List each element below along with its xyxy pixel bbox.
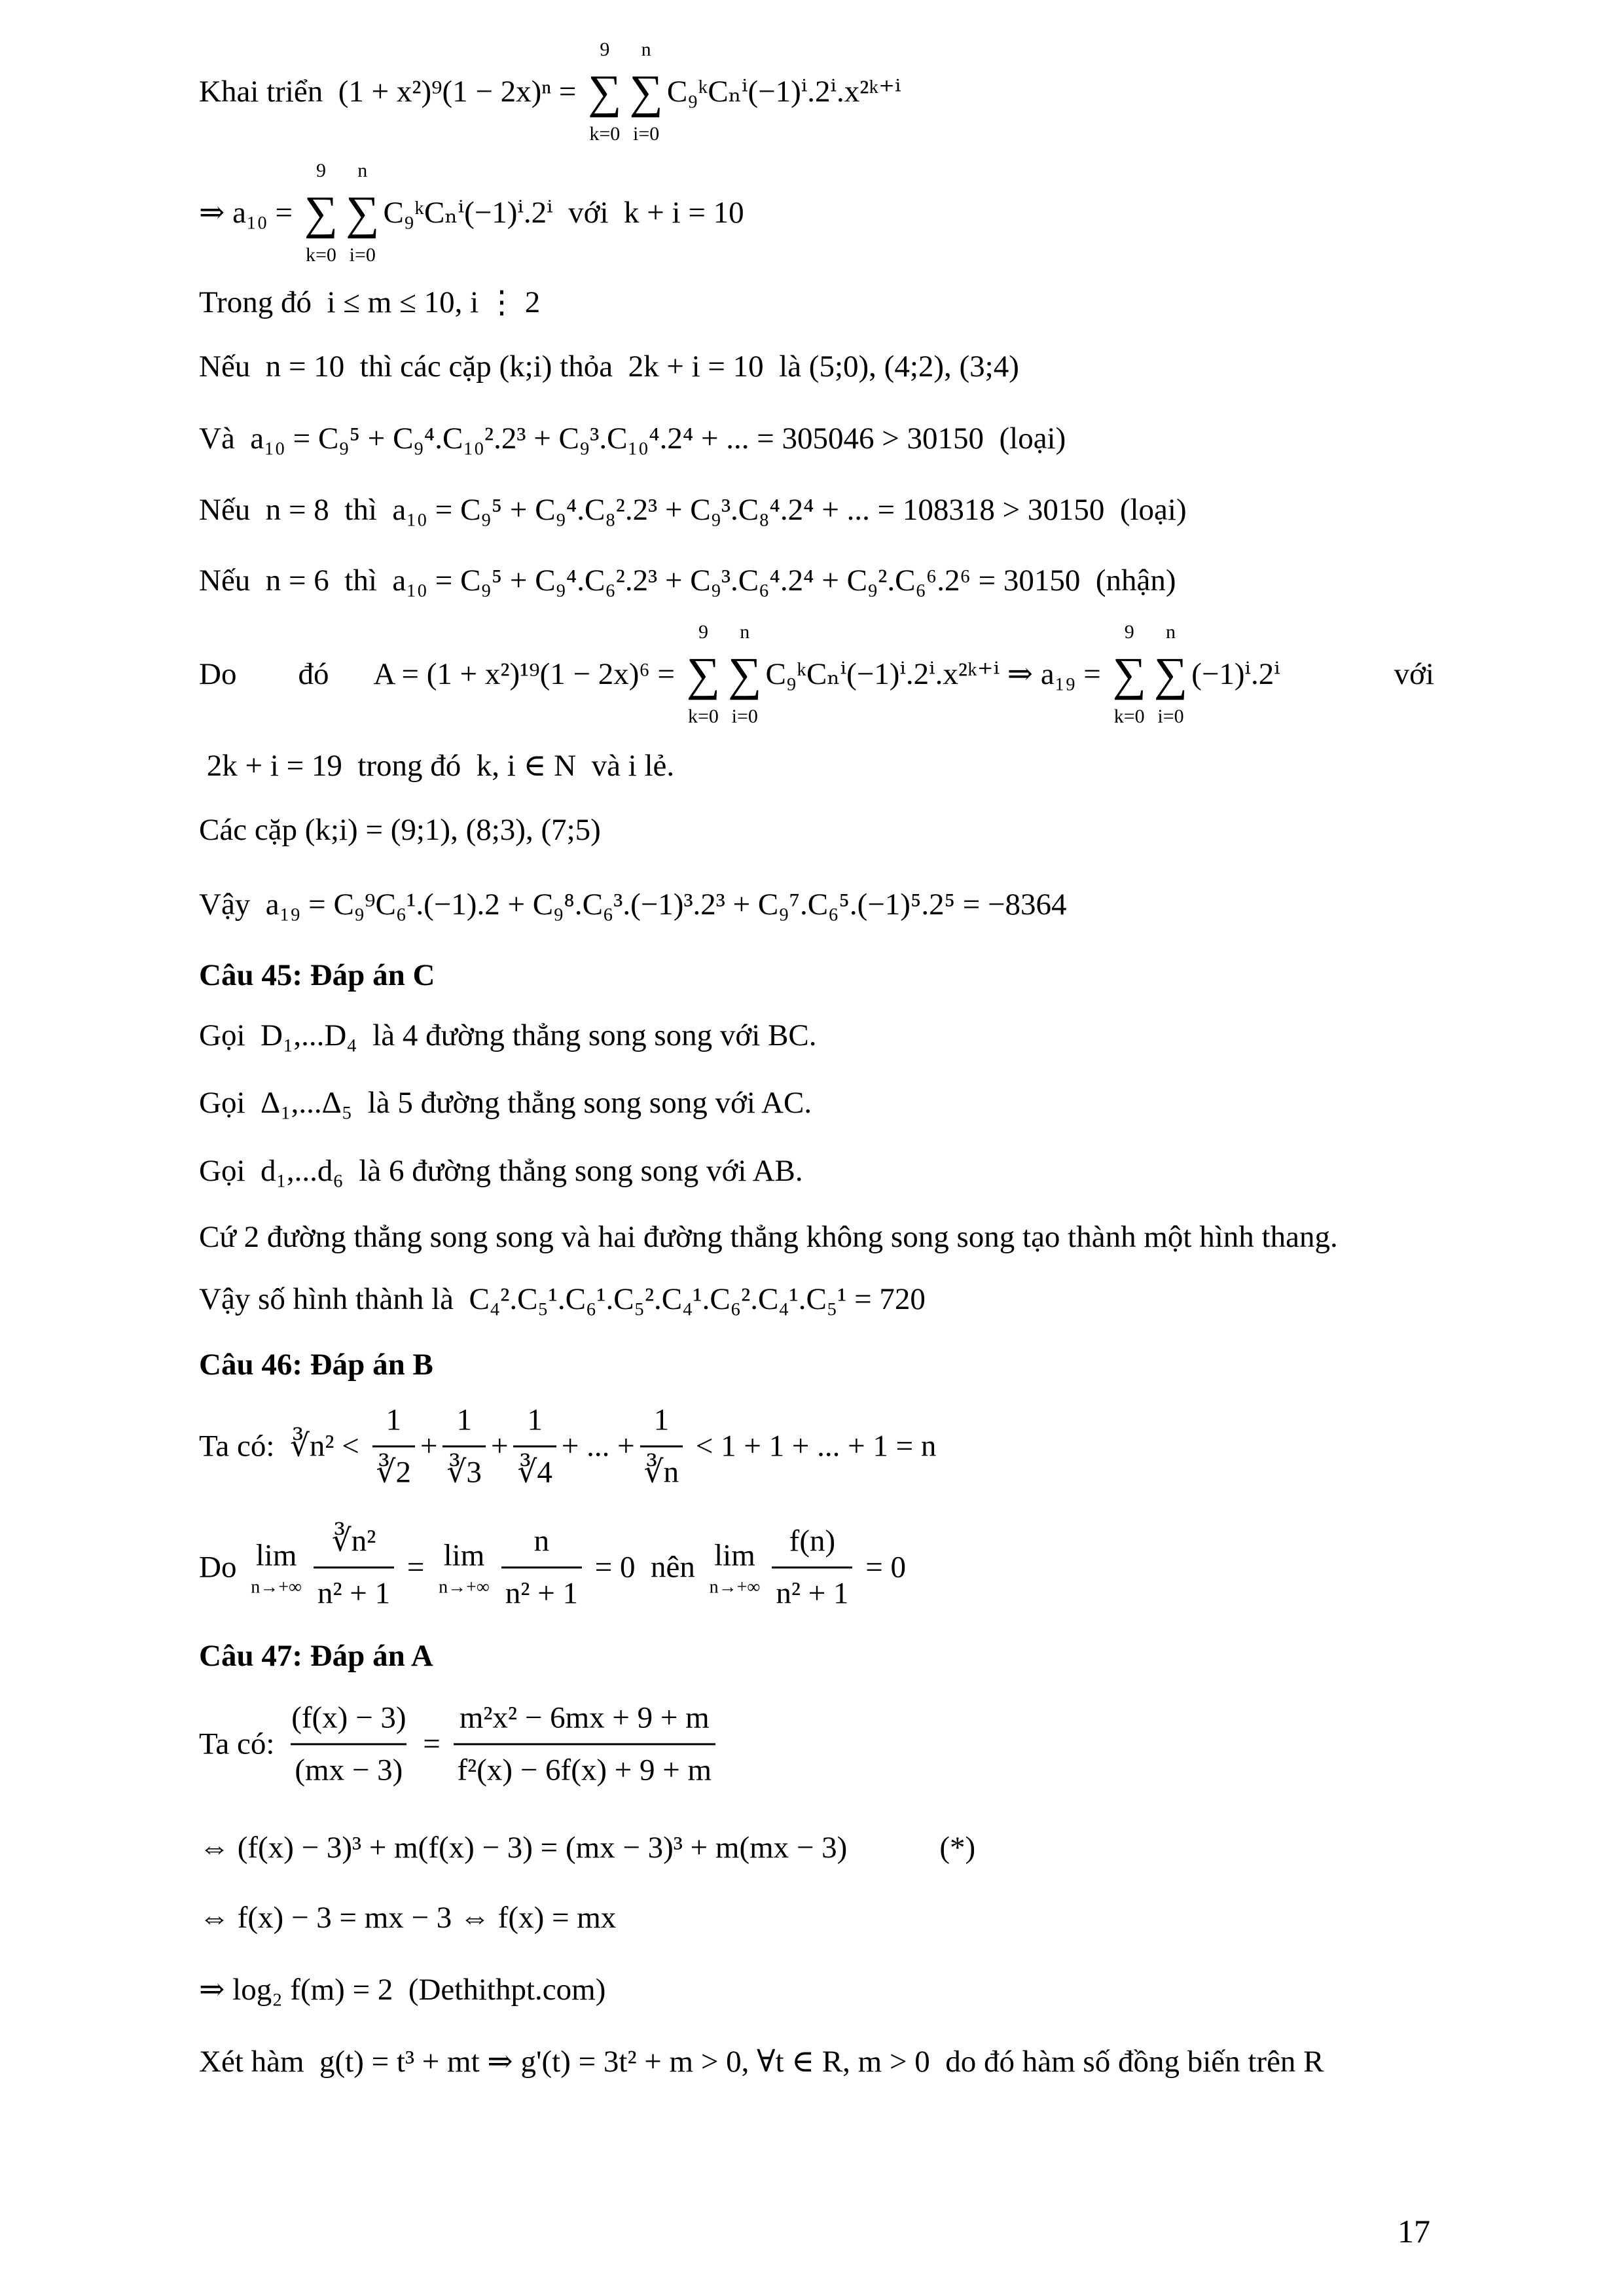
fraction bbox=[501, 1521, 582, 1613]
math-text: < 1 + 1 + ... + 1 = n bbox=[688, 1429, 937, 1463]
math-text: Câu 45: Đáp án C bbox=[199, 958, 435, 992]
text-line bbox=[199, 562, 1176, 599]
text-line bbox=[199, 284, 540, 321]
math-text: C₉ᵏCₙⁱ(−1)ⁱ.2ⁱ.x²ᵏ⁺ⁱ bbox=[666, 74, 901, 109]
math-text: = 0 nên bbox=[586, 1550, 703, 1585]
sum-upper-limit: n bbox=[740, 621, 750, 643]
limit-subscript: n→+∞ bbox=[709, 1577, 761, 1598]
limit-subscript: n→+∞ bbox=[251, 1577, 302, 1598]
text-line bbox=[199, 812, 601, 848]
math-text: Câu 46: Đáp án B bbox=[199, 1347, 433, 1382]
math-text: Gọi d₁,...d₆ là 6 đường thẳng song song với AB. bbox=[199, 1153, 803, 1188]
text-line bbox=[199, 1017, 817, 1054]
sum-lower-limit: k=0 bbox=[589, 123, 621, 145]
text-line bbox=[199, 348, 1019, 385]
math-text: ⇔ f(x) − 3 = mx − 3 ⇔ f(x) = mx bbox=[199, 1900, 617, 1935]
math-text: (−1)ⁱ.2ⁱ bbox=[1191, 656, 1280, 691]
denominator: (mx − 3) bbox=[291, 1744, 406, 1791]
sigma-icon: ∑ bbox=[629, 65, 663, 118]
sigma-icon: ∑ bbox=[346, 187, 380, 239]
denominator: f²(x) − 6f(x) + 9 + m bbox=[454, 1744, 716, 1791]
limit bbox=[439, 1535, 490, 1599]
numerator: 1 bbox=[527, 1403, 543, 1437]
math-text: ⇔ (f(x) − 3)³ + m(f(x) − 3) = (mx − 3)³ + m(mx − 3) (*) bbox=[199, 1830, 976, 1865]
math-text: C₉ᵏCₙⁱ(−1)ⁱ.2ⁱ.x²ᵏ⁺ⁱ ⇒ a₁₉ = bbox=[765, 656, 1109, 691]
summation bbox=[1154, 619, 1187, 729]
text-line bbox=[199, 420, 1066, 457]
summation bbox=[588, 37, 621, 147]
sum-lower-limit: i=0 bbox=[349, 244, 376, 266]
page-number: 17 bbox=[1398, 2213, 1430, 2250]
fraction bbox=[772, 1521, 852, 1613]
numerator: n bbox=[533, 1524, 550, 1558]
sigma-icon: ∑ bbox=[304, 187, 338, 239]
numerator: m²x² − 6mx + 9 + m bbox=[459, 1700, 710, 1735]
summation bbox=[629, 37, 662, 147]
fraction bbox=[314, 1521, 394, 1613]
sigma-icon: ∑ bbox=[1153, 648, 1188, 700]
math-text: với bbox=[1394, 656, 1434, 691]
numerator: f(n) bbox=[789, 1524, 836, 1558]
text-line bbox=[199, 1085, 812, 1121]
text-line bbox=[199, 158, 744, 268]
text-line bbox=[199, 619, 1434, 729]
fraction bbox=[442, 1400, 485, 1492]
fraction bbox=[372, 1400, 415, 1492]
math-text: = bbox=[415, 1727, 448, 1761]
sum-upper-limit: n bbox=[641, 39, 651, 60]
math-text: Do bbox=[199, 1550, 245, 1585]
math-text: Trong đó i ≤ m ≤ 10, i ⋮ 2 bbox=[199, 285, 541, 319]
math-text: C₉ᵏCₙⁱ(−1)ⁱ.2ⁱ với k + i = 10 bbox=[383, 195, 744, 230]
math-text: Câu 47: Đáp án A bbox=[199, 1638, 433, 1673]
text-line bbox=[199, 1971, 605, 2008]
denominator: n² + 1 bbox=[314, 1567, 394, 1614]
sigma-icon: ∑ bbox=[588, 65, 622, 118]
math-text: ⇒ log₂ f(m) = 2 (Dethithpt.com) bbox=[199, 1972, 606, 2007]
math-text: Ta có: ∛n² < bbox=[199, 1429, 367, 1463]
sum-lower-limit: i=0 bbox=[731, 706, 758, 727]
text-line bbox=[199, 1219, 1338, 1255]
lim-label: lim bbox=[714, 1538, 755, 1573]
numerator: 1 bbox=[456, 1403, 472, 1437]
math-text: Và a₁₀ = C₉⁵ + C₉⁴.C₁₀².2³ + C₉³.C₁₀⁴.2⁴ + ... = 305046 > 30150 (loại) bbox=[199, 421, 1066, 456]
sum-lower-limit: i=0 bbox=[1157, 706, 1184, 727]
math-text: + bbox=[490, 1429, 509, 1463]
text-line bbox=[199, 886, 1066, 923]
fraction bbox=[287, 1698, 410, 1790]
sum-upper-limit: 9 bbox=[316, 160, 326, 181]
math-text: + ... + bbox=[561, 1429, 635, 1463]
summation bbox=[687, 619, 720, 729]
denominator: ∛3 bbox=[442, 1446, 485, 1493]
sum-lower-limit: i=0 bbox=[633, 123, 660, 145]
math-text: Nếu n = 6 thì a₁₀ = C₉⁵ + C₉⁴.C₆².2³ + C₉³.C₆⁴.2⁴ + C₉².C₆⁶.2⁶ = 30150 (nhận) bbox=[199, 563, 1176, 598]
math-text: 2k + i = 19 trong đó k, i ∈ N và i lẻ. bbox=[199, 748, 675, 783]
numerator: ∛n² bbox=[331, 1524, 376, 1558]
fraction bbox=[640, 1400, 683, 1492]
math-text: + bbox=[420, 1429, 438, 1463]
math-text: ⇒ a₁₀ = bbox=[199, 195, 300, 230]
section-heading bbox=[199, 1638, 433, 1674]
summation bbox=[1113, 619, 1146, 729]
text-line bbox=[199, 1698, 721, 1790]
section-heading bbox=[199, 1346, 433, 1383]
math-text: Nếu n = 8 thì a₁₀ = C₉⁵ + C₉⁴.C₈².2³ + C₉³.C₈⁴.2⁴ + ... = 108318 > 30150 (loại) bbox=[199, 492, 1187, 527]
summation bbox=[728, 619, 761, 729]
limit bbox=[710, 1535, 761, 1599]
lim-label: lim bbox=[443, 1538, 485, 1573]
section-heading bbox=[199, 957, 435, 994]
numerator: 1 bbox=[386, 1403, 401, 1437]
numerator: 1 bbox=[653, 1403, 670, 1437]
sum-upper-limit: 9 bbox=[1124, 621, 1134, 643]
sum-upper-limit: n bbox=[357, 160, 368, 181]
text-line bbox=[199, 1521, 906, 1613]
text-line bbox=[199, 1899, 616, 1936]
text-line bbox=[199, 1829, 975, 1866]
sigma-icon: ∑ bbox=[728, 648, 762, 700]
math-text: Cứ 2 đường thẳng song song và hai đường thẳng không song song tạo thành một hình thang. bbox=[199, 1219, 1338, 1254]
text-line bbox=[199, 1400, 936, 1492]
math-text: Ta có: bbox=[199, 1727, 283, 1761]
math-text: Vậy a₁₉ = C₉⁹C₆¹.(−1).2 + C₉⁸.C₆³.(−1)³.2³ + C₉⁷.C₆⁵.(−1)⁵.2⁵ = −8364 bbox=[199, 887, 1067, 922]
math-text: Gọi Δ₁,...Δ₅ là 5 đường thẳng song song với AC. bbox=[199, 1085, 812, 1120]
math-text: Xét hàm g(t) = t³ + mt ⇒ g'(t) = 3t² + m > 0, ∀t ∈ R, m > 0 do đó hàm số đồng biến trên R bbox=[199, 2044, 1324, 2079]
fraction bbox=[513, 1400, 556, 1492]
denominator: ∛n bbox=[640, 1446, 683, 1493]
lim-label: lim bbox=[255, 1538, 297, 1573]
text-line bbox=[199, 1153, 803, 1189]
summation bbox=[304, 158, 338, 268]
sum-upper-limit: n bbox=[1166, 621, 1176, 643]
sum-lower-limit: k=0 bbox=[305, 244, 336, 266]
sigma-icon: ∑ bbox=[686, 648, 721, 700]
summation bbox=[346, 158, 379, 268]
sigma-icon: ∑ bbox=[1112, 648, 1146, 700]
limit bbox=[251, 1535, 302, 1599]
denominator: ∛2 bbox=[372, 1446, 415, 1493]
math-text: Do đó A = (1 + x²)¹⁹(1 − 2x)⁶ = bbox=[199, 656, 683, 691]
math-text: Vậy số hình thành là C₄².C₅¹.C₆¹.C₅².C₄¹.C₆².C₄¹.C₅¹ = 720 bbox=[199, 1282, 926, 1316]
math-text: Khai triển (1 + x²)⁹(1 − 2x)ⁿ = bbox=[199, 74, 585, 109]
math-text: Các cặp (k;i) = (9;1), (8;3), (7;5) bbox=[199, 812, 601, 847]
sum-lower-limit: k=0 bbox=[687, 706, 719, 727]
math-text: = 0 bbox=[857, 1550, 906, 1585]
numerator: (f(x) − 3) bbox=[291, 1700, 406, 1735]
text-line bbox=[199, 1281, 926, 1318]
denominator: ∛4 bbox=[513, 1446, 556, 1493]
math-text: Gọi D₁,...D₄ là 4 đường thẳng song song với BC. bbox=[199, 1018, 817, 1052]
sum-upper-limit: 9 bbox=[600, 39, 610, 60]
text-line bbox=[199, 2043, 1324, 2080]
denominator: n² + 1 bbox=[501, 1567, 582, 1614]
math-text: = bbox=[399, 1550, 433, 1585]
text-line bbox=[199, 747, 674, 784]
denominator: n² + 1 bbox=[772, 1567, 852, 1614]
math-text: Nếu n = 10 thì các cặp (k;i) thỏa 2k + i = 10 là (5;0), (4;2), (3;4) bbox=[199, 349, 1019, 384]
fraction bbox=[454, 1698, 716, 1790]
sum-upper-limit: 9 bbox=[698, 621, 708, 643]
text-line bbox=[199, 37, 901, 147]
text-line bbox=[199, 492, 1187, 528]
limit-subscript: n→+∞ bbox=[439, 1577, 490, 1598]
sum-lower-limit: k=0 bbox=[1113, 706, 1145, 727]
